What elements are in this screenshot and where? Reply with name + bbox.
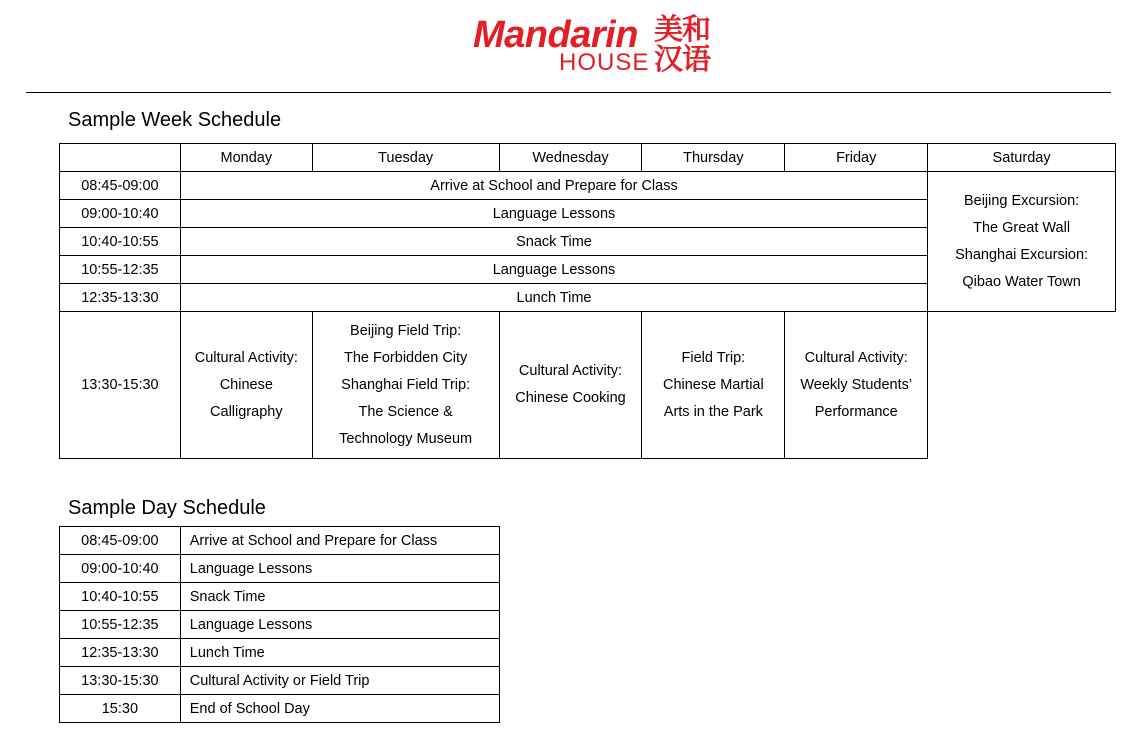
time-cell: 10:55-12:35 <box>60 611 181 639</box>
time-cell: 10:40-10:55 <box>60 583 181 611</box>
day-row <box>60 695 500 723</box>
activity-cell: Lunch Time <box>180 284 927 312</box>
time-cell: 15:30 <box>60 695 181 723</box>
friday-afternoon-cell <box>785 312 928 459</box>
week-afternoon-row <box>60 312 1116 459</box>
logo-chinese-characters <box>654 14 716 74</box>
week-row <box>60 172 1116 200</box>
time-cell: 10:55-12:35 <box>60 256 181 284</box>
tuesday-line: The Forbidden City <box>343 349 468 366</box>
activity-cell: Language Lessons <box>180 200 927 228</box>
activity-cell: End of School Day <box>180 695 499 723</box>
friday-line: Cultural Activity: <box>804 349 908 366</box>
day-schedule-table <box>59 526 500 723</box>
thursday-afternoon-cell <box>642 312 785 459</box>
activity-cell: Language Lessons <box>180 611 499 639</box>
logo-chinese-top: 美和 <box>654 12 711 46</box>
time-cell: 10:40-10:55 <box>60 228 181 256</box>
thursday-line: Field Trip: <box>681 349 746 366</box>
saturday-excursion-cell <box>928 172 1116 312</box>
week-schedule-title: Sample Week Schedule <box>68 109 282 131</box>
day-row <box>60 667 500 695</box>
time-cell: 13:30-15:30 <box>60 667 181 695</box>
day-schedule-title: Sample Day Schedule <box>68 497 266 519</box>
time-cell: 12:35-13:30 <box>60 639 181 667</box>
activity-cell: Cultural Activity or Field Trip <box>180 667 499 695</box>
day-header-monday: Monday <box>180 144 312 172</box>
activity-cell: Lunch Time <box>180 639 499 667</box>
monday-line: Chinese <box>219 376 273 393</box>
header-divider <box>26 92 1111 93</box>
day-row <box>60 583 500 611</box>
week-header-row <box>60 144 1116 172</box>
activity-cell: Arrive at School and Prepare for Class <box>180 527 499 555</box>
tuesday-afternoon-cell <box>312 312 499 459</box>
tuesday-line: The Science & <box>358 403 453 420</box>
wednesday-line: Chinese Cooking <box>515 390 626 406</box>
day-header-wednesday: Wednesday <box>499 144 642 172</box>
monday-line: Cultural Activity: <box>194 349 298 366</box>
time-cell: 08:45-09:00 <box>60 527 181 555</box>
time-cell: 12:35-13:30 <box>60 284 181 312</box>
wednesday-afternoon-cell <box>499 312 642 459</box>
activity-cell: Arrive at School and Prepare for Class <box>180 172 927 200</box>
logo-wordmark: Mandarin <box>473 14 638 56</box>
mandarin-house-logo <box>470 10 720 76</box>
day-row <box>60 639 500 667</box>
tuesday-line: Beijing Field Trip: <box>350 322 462 339</box>
monday-line: Calligraphy <box>210 403 283 420</box>
week-schedule-table <box>59 143 1116 459</box>
day-header-saturday: Saturday <box>928 144 1116 172</box>
activity-cell: Language Lessons <box>180 256 927 284</box>
friday-line: Performance <box>814 403 898 420</box>
day-header-friday: Friday <box>785 144 928 172</box>
time-cell: 08:45-09:00 <box>60 172 181 200</box>
day-header-thursday: Thursday <box>642 144 785 172</box>
week-header-blank <box>60 144 181 172</box>
activity-cell: Snack Time <box>180 228 927 256</box>
logo-chinese-bottom: 汉语 <box>654 42 711 76</box>
day-row <box>60 527 500 555</box>
friday-line: Weekly Students’ <box>800 376 913 393</box>
activity-cell: Snack Time <box>180 583 499 611</box>
logo-subtitle: HOUSE <box>559 49 650 76</box>
day-row <box>60 555 500 583</box>
time-cell: 13:30-15:30 <box>60 312 181 459</box>
tuesday-line: Technology Museum <box>339 430 473 447</box>
saturday-line: Beijing Excursion: <box>963 192 1080 209</box>
thursday-line: Arts in the Park <box>663 403 763 420</box>
monday-afternoon-cell <box>180 312 312 459</box>
time-cell: 09:00-10:40 <box>60 200 181 228</box>
time-cell: 09:00-10:40 <box>60 555 181 583</box>
day-row <box>60 611 500 639</box>
activity-cell: Language Lessons <box>180 555 499 583</box>
tuesday-line: Shanghai Field Trip: <box>341 376 471 393</box>
wednesday-line: Cultural Activity: <box>518 363 623 379</box>
saturday-line: Shanghai Excursion: <box>955 246 1089 263</box>
day-header-tuesday: Tuesday <box>312 144 499 172</box>
saturday-line: Qibao Water Town <box>962 273 1081 290</box>
thursday-line: Chinese Martial <box>662 376 764 393</box>
saturday-line: The Great Wall <box>973 219 1071 236</box>
